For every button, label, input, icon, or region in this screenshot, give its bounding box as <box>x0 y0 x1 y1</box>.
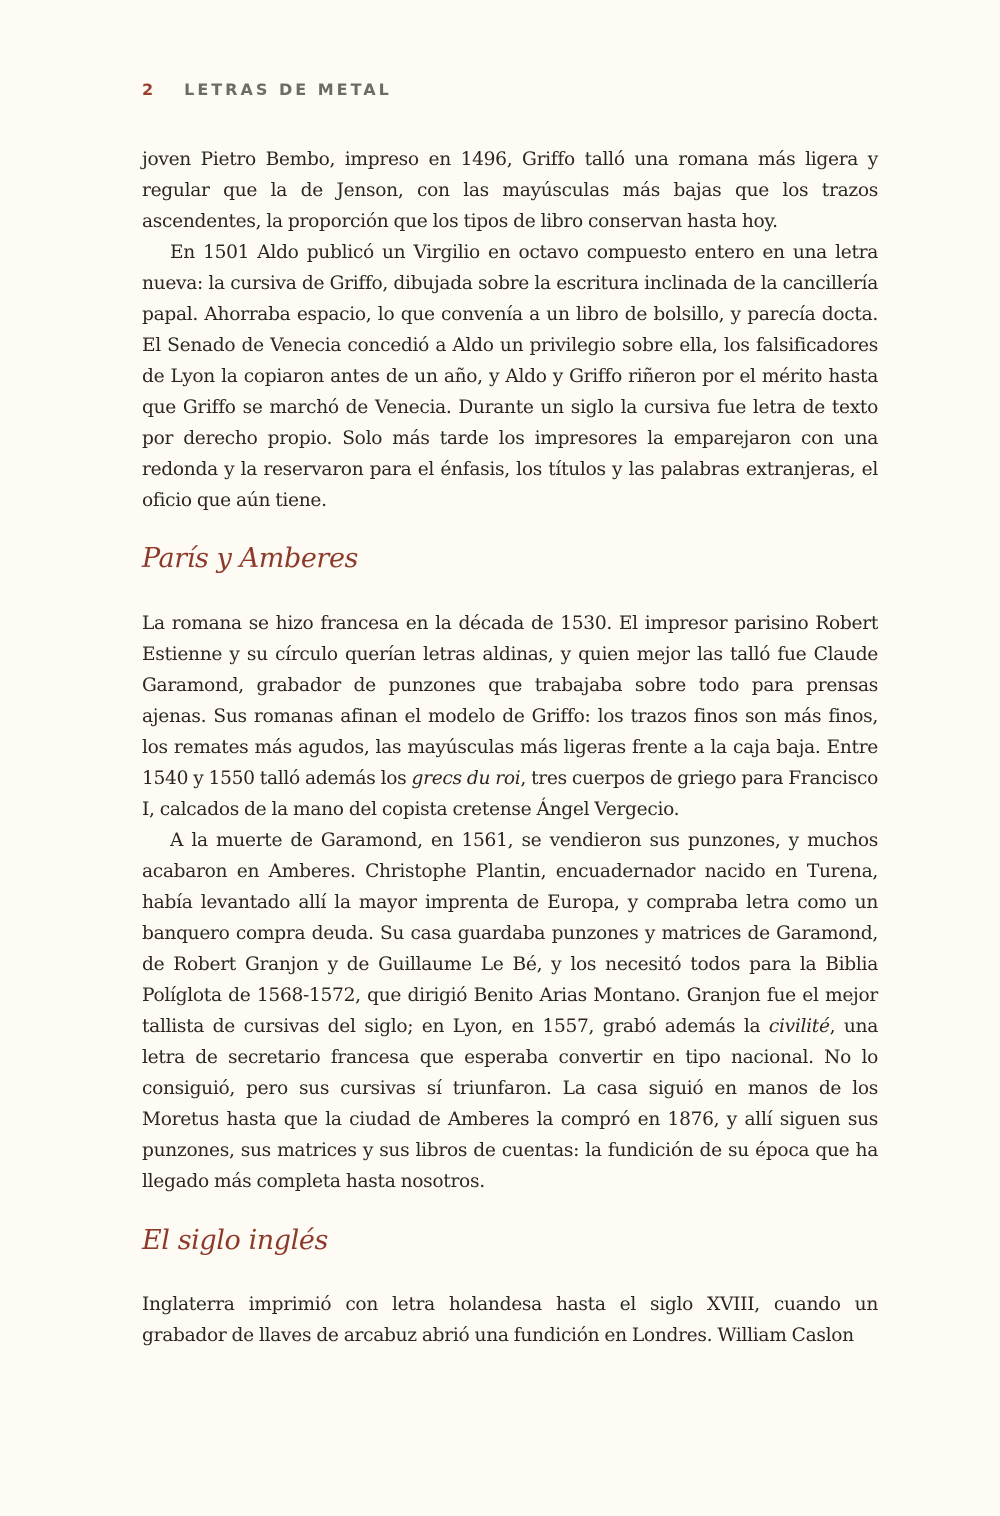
section-heading: París y Amberes <box>142 543 358 574</box>
paragraph: joven Pietro Bembo, impreso en 1496, Griffo talló una romana más ligera y regular que la de Jenson, con las mayúsculas más bajas que los trazos ascendentes, la proporción que los tipos de libro conservan hasta hoy. <box>142 149 878 232</box>
running-head-title: LETRAS DE METAL <box>184 80 392 99</box>
emphasis-text: grecs du roi <box>411 768 521 789</box>
paragraph <box>142 825 878 1197</box>
paragraph-text: , tres cuerpos de griego para Francisco I, calcados de la mano del copista cretense Ángel Vergecio. <box>142 768 878 820</box>
paragraph-text: La romana se hizo francesa en la década de 1530. El impresor parisino Robert Estienne y su círculo querían letras aldinas, y quien mejor las talló fue Claude Garamond, grabador de punzones que trabajaba sobre todo para prensas ajenas. Sus romanas afinan el modelo de Griffo: los trazos finos son más finos, los remates más agudos, las mayúsculas más ligeras frente a la caja baja. Entre 1540 y 1550 talló además los <box>142 613 878 789</box>
paragraph-text: A la muerte de Garamond, en 1561, se vendieron sus punzones, y muchos acabaron en Amberes. Christophe Plantin, encuadernador nacido en Turena, había levantado allí la mayor imprenta de Europa, y compraba letra como un banquero compra deuda. Su casa guardaba punzones y matrices de Garamond, de Robert Granjon y de Guillaume Le Bé, y los necesitó todos para la Biblia Políglota de 1568-1572, que dirigió Benito Arias Montano. Granjon fue el mejor tallista de cursivas del siglo; en Lyon, en 1557, grabó además la <box>142 830 878 1037</box>
paragraph-text: , una letra de secretario francesa que esperaba convertir en tipo nacional. No lo consiguió, pero sus cursivas sí triunfaron. La casa siguió en manos de los Moretus hasta que la ciudad de Amberes la compró en 1876, y allí siguen sus punzones, sus matrices y sus libros de cuentas: la fundición de su época que ha llegado más completa hasta nosotros. <box>142 1016 878 1192</box>
paragraph <box>142 608 878 825</box>
section-heading: El siglo inglés <box>142 1225 328 1256</box>
emphasis-text: civilité <box>768 1016 830 1037</box>
paragraph: En 1501 Aldo publicó un Virgilio en octavo compuesto entero en una letra nueva: la cursiva de Griffo, dibujada sobre la escritura inclinada de la cancillería papal. Ahorraba espacio, lo que convenía a un libro de bolsillo, y parecía docta. El Senado de Venecia concedió a Aldo un privilegio sobre ella, los falsificadores de Lyon la copiaron antes de un año, y Aldo y Griffo riñeron por el mérito hasta que Griffo se marchó de Venecia. Durante un siglo la cursiva fue letra de texto por derecho propio. Solo más tarde los impresores la emparejaron con una redonda y la reservaron para el énfasis, los títulos y las palabras extranjeras, el oficio que aún tiene. <box>142 242 878 511</box>
text-block-siglo-ingles <box>142 1289 878 1351</box>
running-head <box>142 80 392 100</box>
page-number: 2 <box>142 80 154 99</box>
text-block-continuation <box>142 144 878 516</box>
text-block-paris-amberes <box>142 608 878 1197</box>
paragraph: Inglaterra imprimió con letra holandesa hasta el siglo XVIII, cuando un grabador de llaves de arcabuz abrió una fundición en Londres. William Caslon <box>142 1294 878 1346</box>
